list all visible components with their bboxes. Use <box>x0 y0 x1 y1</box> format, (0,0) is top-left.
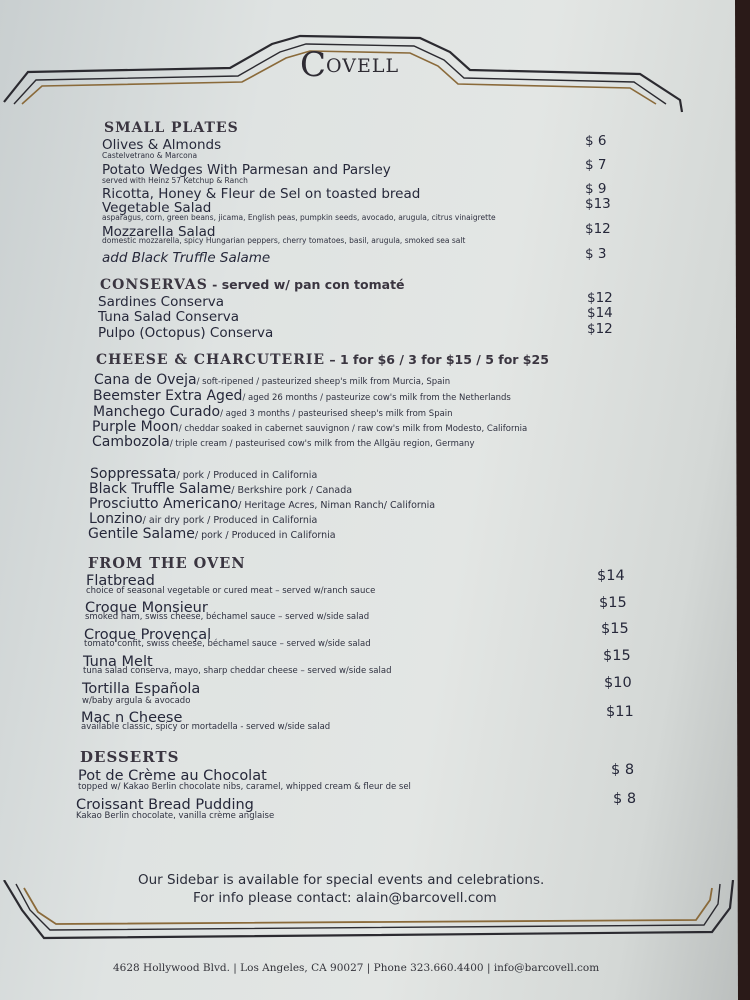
item-detail: / pork / Produced in California <box>176 470 318 481</box>
address-contact-bar: 4628 Hollywood Blvd. | Los Angeles, CA 90027 | Phone 323.660.4400 | info@barcovell.com <box>113 962 600 974</box>
brand-logo-rest: OVELL <box>326 55 400 77</box>
item-name: Croque Provençal <box>84 627 212 643</box>
item-price: $15 <box>603 648 631 664</box>
item-name: Mac n Cheese <box>81 710 183 726</box>
section-title-desserts: DESSERTS <box>80 748 180 766</box>
item-description: smoked ham, swiss cheese, béchamel sauce – served w/side salad <box>85 612 370 622</box>
bottom-frame-ornament <box>0 880 750 1000</box>
section-title-small-plates: SMALL PLATES <box>104 120 239 136</box>
section-title-from-the-oven: FROM THE OVEN <box>88 555 246 572</box>
item-description: asparagus, corn, green beans, jicama, English peas, pumpkin seeds, avocado, arugula, citrus vinaigrette <box>102 213 496 222</box>
contact-line: For info please contact: alain@barcovell.com <box>193 890 497 906</box>
item-name: Purple Moon <box>92 419 179 435</box>
item-name: Tuna Salad Conserva <box>98 309 239 325</box>
item-description: tuna salad conserva, mayo, sharp cheddar cheese – served w/side salad <box>83 666 392 676</box>
item-name: Flatbread <box>86 573 155 589</box>
item-name: Cambozola <box>92 434 170 450</box>
item-name: Olives & Almonds <box>102 137 222 153</box>
item-price: $12 <box>587 321 613 337</box>
item-detail: / triple cream / pasteurised cow's milk from the Allgäu region, Germany <box>169 439 475 449</box>
brand-logo-initial: C <box>300 45 327 85</box>
item-price: $ 6 <box>585 133 607 149</box>
item-detail: / air dry pork / Produced in California <box>142 515 318 526</box>
item-detail: / Berkshire pork / Canada <box>231 485 353 496</box>
section-title-text: CHEESE & CHARCUTERIE <box>96 352 326 368</box>
item-name: Mozzarella Salad <box>102 224 216 240</box>
item-description: domestic mozzarella, spicy Hungarian peppers, cherry tomatoes, basil, arugula, smoked sea salt <box>102 236 466 245</box>
item-price: $ 8 <box>611 762 635 778</box>
item-name: Cana de Oveja <box>94 372 197 388</box>
item-price: $14 <box>587 305 613 321</box>
item-price: $ 9 <box>585 181 607 197</box>
item-name: Croissant Bread Pudding <box>76 797 254 813</box>
item-description: served with Heinz 57 Ketchup & Ranch <box>102 176 248 185</box>
item-price: $14 <box>597 568 625 584</box>
section-title-cheese-charcuterie <box>96 352 549 368</box>
item-detail: / aged 26 months / pasteurize cow's milk from the Netherlands <box>242 393 511 403</box>
item-description: available classic, spicy or mortadella - served w/side salad <box>81 722 331 732</box>
item-name: Prosciutto Americano <box>89 496 239 512</box>
item-price: $ 7 <box>585 157 607 173</box>
charcuterie-item <box>88 523 336 542</box>
section-title-text: CONSERVAS <box>100 277 208 293</box>
section-subtitle: - served w/ pan con tomaté <box>207 277 405 292</box>
item-detail: / pork / Produced in California <box>194 530 336 541</box>
cheese-item <box>92 431 474 450</box>
item-name: Beemster Extra Aged <box>93 388 243 404</box>
item-name: Pot de Crème au Chocolat <box>78 768 267 784</box>
item-name: add Black Truffle Salame <box>102 250 271 266</box>
item-price: $10 <box>604 675 632 691</box>
menu-item <box>102 247 270 266</box>
item-detail: / Heritage Acres, Niman Ranch/ California <box>238 500 436 511</box>
item-price: $11 <box>606 704 634 720</box>
item-name: Sardines Conserva <box>98 294 225 310</box>
item-name: Tortilla Española <box>82 681 201 697</box>
item-name: Manchego Curado <box>93 404 221 420</box>
item-detail: / soft-ripened / pasteurized sheep's milk from Murcia, Spain <box>196 377 451 387</box>
item-price: $15 <box>601 621 629 637</box>
item-name: Potato Wedges With Parmesan and Parsley <box>102 162 391 178</box>
item-price: $12 <box>585 221 611 237</box>
item-name: Soppressata <box>90 466 177 482</box>
item-detail: / aged 3 months / pasteurised sheep's milk from Spain <box>220 409 453 419</box>
sidebar-events-note: Our Sidebar is available for special events and celebrations. <box>138 872 545 888</box>
item-price: $15 <box>599 595 627 611</box>
item-name: Black Truffle Salame <box>89 481 232 497</box>
item-name: Ricotta, Honey & Fleur de Sel on toasted bread <box>102 186 421 202</box>
item-description: Castelvetrano & Marcona <box>102 151 198 160</box>
section-subtitle: – 1 for $6 / 3 for $15 / 5 for $25 <box>325 352 549 367</box>
item-price: $13 <box>585 196 611 212</box>
item-price: $ 8 <box>613 791 637 807</box>
item-description: w/baby argula & avocado <box>82 696 191 706</box>
item-description: topped w/ Kakao Berlin chocolate nibs, caramel, whipped cream & fleur de sel <box>78 782 411 792</box>
menu-item <box>82 678 200 697</box>
item-description: choice of seasonal vegetable or cured meat – served w/ranch sauce <box>86 586 376 596</box>
item-price: $ 3 <box>585 246 607 262</box>
item-name: Vegetable Salad <box>102 200 212 216</box>
brand-logo <box>300 45 400 85</box>
item-detail: / cheddar soaked in cabernet sauvignon / raw cow's milk from Modesto, California <box>178 424 528 434</box>
item-price: $12 <box>587 290 613 306</box>
item-name: Croque Monsieur <box>85 600 208 616</box>
item-description: tomato confit, swiss cheese, béchamel sauce – served w/side salad <box>84 639 371 649</box>
item-description: Kakao Berlin chocolate, vanilla crème anglaise <box>76 811 275 821</box>
item-name: Gentile Salame <box>88 526 195 542</box>
item-name: Tuna Melt <box>83 654 153 670</box>
item-name: Lonzino <box>89 511 143 527</box>
menu-item <box>98 322 273 341</box>
item-name: Pulpo (Octopus) Conserva <box>98 325 274 341</box>
